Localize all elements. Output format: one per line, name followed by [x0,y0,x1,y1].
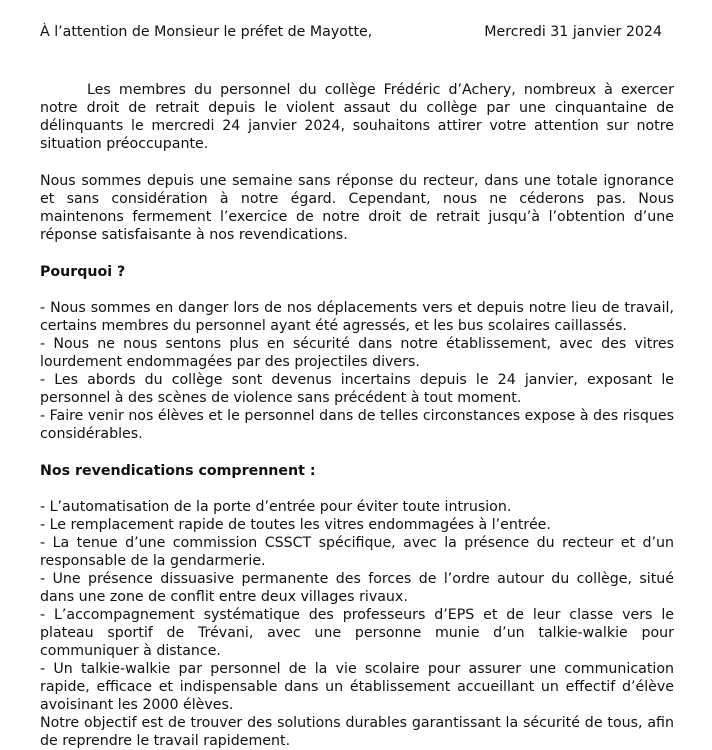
demands-list [40,498,674,714]
letter-header [40,23,674,41]
situation-paragraph: Nous sommes depuis une semaine sans réponse du recteur, dans une totale ignorance et sans considération à notre égard. Cependant, nous ne céderons pas. Nous maintenons fermement l’exercice de notre droit de retrait jusqu’à l’obtention d’une réponse satisfaisante à nos revendications. [40,173,674,243]
list-item: - Nous sommes en danger lors de nos déplacements vers et depuis notre lieu de travail, certains membres du personnel ayant été agressés, et les bus scolaires caillassés. [40,300,674,334]
list-item: - Une présence dissuasive permanente des forces de l’ordre autour du collège, situé dans une zone de conflit entre deux villages rivaux. [40,571,674,605]
why-heading: Pourquoi ? [40,264,126,280]
list-item: - L’accompagnement systématique des professeurs d’EPS et de leur classe vers le plateau sportif de Trévani, avec une personne munie d’un talkie-walkie pour communiquer à distance. [40,607,674,659]
why-list [40,299,674,443]
list-item: - Nous ne nous sentons plus en sécurité dans notre établissement, avec des vitres lourdement endommagées par des projectiles divers. [40,336,674,370]
list-item: - Un talkie-walkie par personnel de la vie scolaire pour assurer une communication rapide, efficace et indispensable dans un établissement accueillant un effectif d’élève avoisinant les 2000 élèves. [40,661,674,713]
intro-paragraph: Les membres du personnel du collège Frédéric d’Achery, nombreux à exercer notre droit de retrait depuis le violent assaut du collège par une cinquantaine de délinquants le mercredi 24 janvier 2024, souhaitons attirer votre attention sur notre situation préoccupante. [40,82,674,152]
list-item: - Le remplacement rapide de toutes les vitres endommagées à l’entrée. [40,517,551,533]
closing-paragraph: Notre objectif est de trouver des solutions durables garantissant la sécurité de tous, afin de reprendre le travail rapidement. [40,715,674,749]
demands-heading: Nos revendications comprennent : [40,463,316,479]
list-item: - La tenue d’une commission CSSCT spécifique, avec la présence du recteur et d’un responsable de la gendarmerie. [40,535,674,569]
list-item: - L’automatisation de la porte d’entrée pour éviter toute intrusion. [40,499,512,515]
list-item: - Faire venir nos élèves et le personnel dans de telles circonstances expose à des risques considérables. [40,408,674,442]
recipient-line: À l’attention de Monsieur le préfet de Mayotte, [40,24,373,40]
list-item: - Les abords du collège sont devenus incertains depuis le 24 janvier, exposant le personnel à des scènes de violence sans précédent à tout moment. [40,372,674,406]
letter-date: Mercredi 31 janvier 2024 [484,24,662,40]
